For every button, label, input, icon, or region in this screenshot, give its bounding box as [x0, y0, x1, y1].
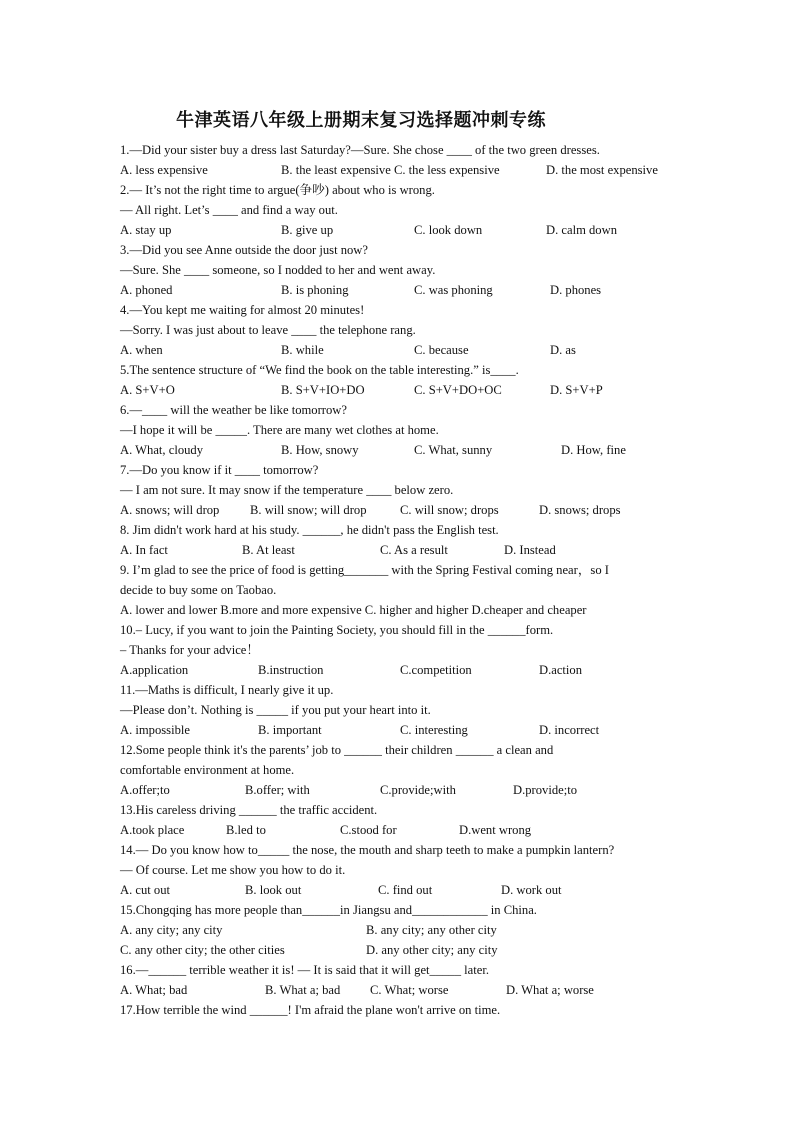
line-segment: C. find out — [378, 883, 433, 897]
line-segment: B. give up — [281, 223, 334, 237]
line-segment: D. calm down — [546, 223, 617, 237]
text-line — [120, 260, 680, 280]
line-segment: D. work out — [501, 883, 562, 897]
line-segment: C. As a result — [380, 543, 448, 557]
text-line — [120, 780, 680, 800]
line-segment: —Sure. She ____ someone, so I nodded to her and went away. — [120, 263, 436, 277]
line-segment: A. any city; any city — [120, 923, 223, 937]
line-segment: D. What a; worse — [506, 983, 594, 997]
line-segment: A. phoned — [120, 283, 173, 297]
line-segment: B. look out — [245, 883, 302, 897]
line-segment: 7.—Do you know if it ____ tomorrow? — [120, 463, 319, 477]
line-segment: A.offer;to — [120, 783, 170, 797]
line-segment: 5.The sentence structure of “We find the book on the table interesting.” is____. — [120, 363, 519, 377]
text-line — [120, 760, 680, 780]
text-line — [120, 540, 680, 560]
line-segment: C. interesting — [400, 723, 468, 737]
text-line — [120, 1000, 680, 1020]
line-segment: C.stood for — [340, 823, 397, 837]
line-segment: A. In fact — [120, 543, 168, 557]
text-line — [120, 740, 680, 760]
text-line — [120, 920, 680, 940]
line-segment: A. less expensive — [120, 163, 208, 177]
text-line — [120, 560, 680, 580]
line-segment: 11.—Maths is difficult, I nearly give it up. — [120, 683, 334, 697]
line-segment: C. was phoning — [414, 283, 493, 297]
line-segment: 10.– Lucy, if you want to join the Painting Society, you should fill in the ______form. — [120, 623, 554, 637]
line-segment: C. will snow; drops — [400, 503, 499, 517]
text-line — [120, 200, 680, 220]
line-segment: B. S+V+IO+DO — [281, 383, 365, 397]
line-segment: B. important — [258, 723, 322, 737]
line-segment: – Thanks for your advice！ — [120, 643, 259, 657]
line-segment: D. the most expensive — [546, 163, 658, 177]
line-segment: B. How, snowy — [281, 443, 359, 457]
text-line — [120, 460, 680, 480]
text-line — [120, 940, 680, 960]
line-segment: A. What; bad — [120, 983, 188, 997]
text-line — [120, 340, 680, 360]
line-segment: A.application — [120, 663, 189, 677]
line-segment: —I hope it will be _____. There are many wet clothes at home. — [120, 423, 439, 437]
line-segment: 8. Jim didn't work hard at his study. ______, he didn't pass the English test. — [120, 523, 499, 537]
line-segment: D.provide;to — [513, 783, 578, 797]
line-segment: D.went wrong — [459, 823, 532, 837]
line-segment: D. S+V+P — [550, 383, 603, 397]
line-segment: C. What, sunny — [414, 443, 493, 457]
text-line — [120, 980, 680, 1000]
line-segment: B. the least expensive C. the less expensive — [281, 163, 500, 177]
line-segment: D. snows; drops — [539, 503, 621, 517]
text-line — [120, 320, 680, 340]
text-line — [120, 800, 680, 820]
text-line — [120, 220, 680, 240]
text-line — [120, 440, 680, 460]
line-segment: —Please don’t. Nothing is _____ if you put your heart into it. — [120, 703, 431, 717]
text-line — [120, 640, 680, 660]
line-segment: C.provide;with — [380, 783, 456, 797]
line-segment: 9. I’m glad to see the price of food is getting_______ with the Spring Festival coming near，so I — [120, 563, 609, 577]
line-segment: 13.His careless driving ______ the traffic accident. — [120, 803, 378, 817]
text-line — [120, 180, 680, 200]
line-segment: 14.— Do you know how to_____ the nose, the mouth and sharp teeth to make a pumpkin lantern? — [120, 843, 615, 857]
line-segment: 1.—Did your sister buy a dress last Saturday?—Sure. She chose ____ of the two green dresses. — [120, 143, 600, 157]
line-segment: B. any city; any other city — [366, 923, 497, 937]
line-segment: D.action — [539, 663, 583, 677]
line-segment: 3.—Did you see Anne outside the door just now? — [120, 243, 368, 257]
line-segment: C. because — [414, 343, 469, 357]
line-segment: C. look down — [414, 223, 483, 237]
text-line — [120, 480, 680, 500]
text-line — [120, 820, 680, 840]
line-segment: D. any other city; any city — [366, 943, 498, 957]
line-segment: A. impossible — [120, 723, 190, 737]
line-segment: D. as — [550, 343, 576, 357]
line-segment: 12.Some people think it's the parents’ job to ______ their children ______ a clean and — [120, 743, 554, 757]
line-segment: B.led to — [226, 823, 266, 837]
line-segment: 6.—____ will the weather be like tomorrow? — [120, 403, 347, 417]
line-segment: C. What; worse — [370, 983, 449, 997]
line-segment: D. Instead — [504, 543, 556, 557]
text-line — [120, 580, 680, 600]
line-segment: B. is phoning — [281, 283, 349, 297]
text-line — [120, 240, 680, 260]
line-segment: — All right. Let’s ____ and find a way out. — [120, 203, 338, 217]
text-line — [120, 300, 680, 320]
line-segment: A. when — [120, 343, 163, 357]
line-segment: D. phones — [550, 283, 602, 297]
line-segment: A. snows; will drop — [120, 503, 220, 517]
text-line — [120, 860, 680, 880]
line-segment: D. incorrect — [539, 723, 600, 737]
text-line — [120, 660, 680, 680]
text-line — [120, 680, 680, 700]
text-line — [120, 960, 680, 980]
text-line — [120, 880, 680, 900]
line-segment: B. will snow; will drop — [250, 503, 367, 517]
line-segment: B.offer; with — [245, 783, 310, 797]
text-line — [120, 280, 680, 300]
text-line — [120, 840, 680, 860]
line-segment: 4.—You kept me waiting for almost 20 minutes! — [120, 303, 365, 317]
line-segment: A. S+V+O — [120, 383, 175, 397]
text-line — [120, 720, 680, 740]
line-segment: B. What a; bad — [265, 983, 341, 997]
text-line — [120, 600, 680, 620]
text-line — [120, 360, 680, 380]
line-segment: — Of course. Let me show you how to do it. — [120, 863, 346, 877]
line-segment: A. cut out — [120, 883, 171, 897]
line-segment: B.instruction — [258, 663, 324, 677]
line-segment: A. stay up — [120, 223, 172, 237]
line-segment: 16.—______ terrible weather it is! — It is said that it will get_____ later. — [120, 963, 489, 977]
text-line — [120, 520, 680, 540]
text-line — [120, 900, 680, 920]
line-segment: B. while — [281, 343, 324, 357]
line-segment: A. lower and lower B.more and more expensive C. higher and higher D.cheaper and cheaper — [120, 603, 587, 617]
line-segment: 15.Chongqing has more people than______in Jiangsu and____________ in China. — [120, 903, 537, 917]
line-segment: 2.— It’s not the right time to argue(争吵) about who is wrong. — [120, 183, 435, 197]
line-segment: 17.How terrible the wind ______! I'm afraid the plane won't arrive on time. — [120, 1003, 501, 1017]
line-segment: B. At least — [242, 543, 295, 557]
line-segment: D. How, fine — [561, 443, 626, 457]
line-segment: decide to buy some on Taobao. — [120, 583, 277, 597]
line-segment: C.competition — [400, 663, 472, 677]
text-line — [120, 380, 680, 400]
page-title: 牛津英语八年级上册期末复习选择题冲刺专练 — [176, 110, 546, 130]
text-line — [120, 700, 680, 720]
text-line — [120, 500, 680, 520]
line-segment: —Sorry. I was just about to leave ____ the telephone rang. — [120, 323, 416, 337]
question-lines — [120, 140, 680, 1020]
text-line — [120, 620, 680, 640]
text-line — [120, 420, 680, 440]
line-segment: A. What, cloudy — [120, 443, 204, 457]
line-segment: C. S+V+DO+OC — [414, 383, 502, 397]
line-segment: — I am not sure. It may snow if the temperature ____ below zero. — [120, 483, 454, 497]
line-segment: A.took place — [120, 823, 185, 837]
text-line — [120, 400, 680, 420]
line-segment: C. any other city; the other cities — [120, 943, 285, 957]
text-line — [120, 160, 680, 180]
text-line — [120, 140, 680, 160]
line-segment: comfortable environment at home. — [120, 763, 295, 777]
